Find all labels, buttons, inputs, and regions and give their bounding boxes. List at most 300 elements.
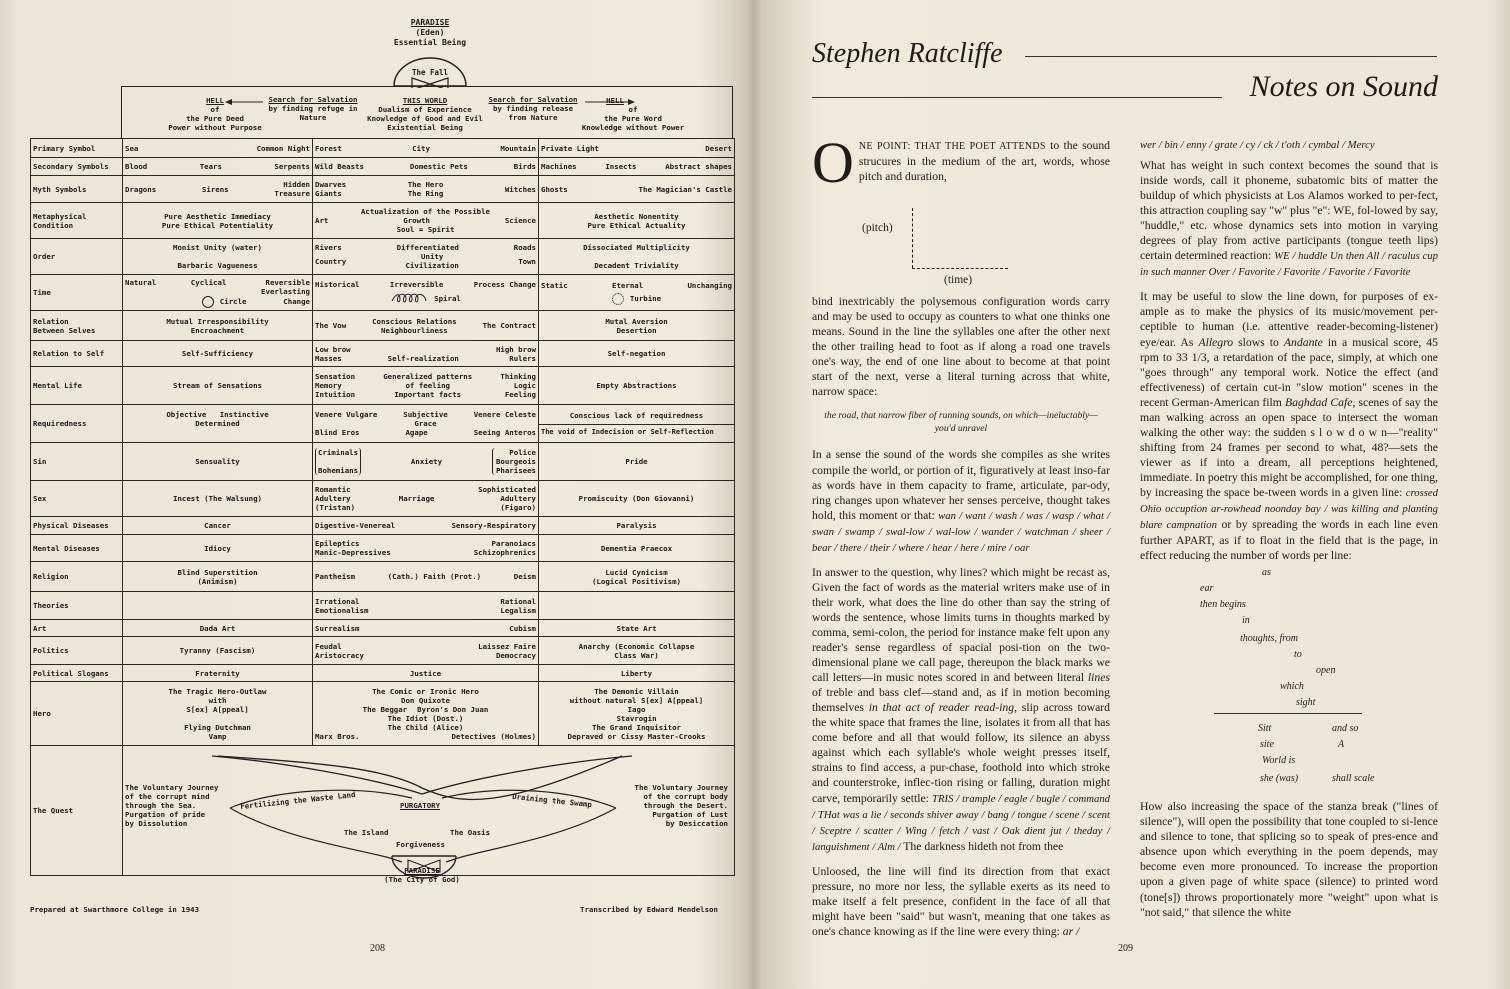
quest-right-line: by Desiccation: [665, 819, 728, 828]
cell: Fraternity: [123, 665, 313, 682]
cell-text: Anxiety: [410, 457, 443, 466]
cell-text: Change: [283, 297, 310, 306]
spiral-icon: [390, 293, 430, 305]
scatter-word: she (was): [1260, 773, 1299, 785]
scatter-word: shall scale: [1332, 773, 1375, 785]
cell-text: Forest: [315, 143, 342, 153]
cell-text: (Cath.) Faith (Prot.): [387, 572, 482, 581]
cell-text: Static: [541, 280, 568, 290]
cell: Empty Abstractions: [539, 367, 735, 405]
paragraph-italic: WE / huddle Un then All / raculus cup in such manner Over / Favorite / Favorite / Favorite / Favorite: [1140, 250, 1438, 279]
cell-text: Venere Celeste: [473, 410, 536, 419]
cell-text: Pure Ethical Actuality: [587, 220, 686, 230]
cell-text: S[ex] A[ppeal]: [186, 704, 249, 714]
cell-text: Legalism: [500, 605, 536, 615]
draining-label: Draining the Swamp: [511, 791, 593, 810]
cell-text: Adultery: [500, 494, 536, 503]
cell-text: Schizophrenics: [473, 548, 536, 557]
search-right-line3: from Nature: [508, 113, 558, 122]
cell-text: Unity: [421, 252, 444, 261]
search-left-line3: Nature: [299, 113, 327, 122]
cell-text: Soul = Spirit: [396, 225, 455, 234]
cell-text: The Idiot (Dost.): [387, 713, 464, 723]
cell-text: Detectives (Holmes): [451, 731, 536, 741]
row-relation-to-self: [31, 341, 735, 367]
cell: [313, 637, 539, 665]
cell-text: Low brow: [315, 344, 351, 354]
cell-text: Town: [518, 256, 536, 266]
row-metaphysical: [31, 203, 735, 239]
row-label: Requiredness: [31, 405, 123, 443]
scatter-word: sight: [1296, 697, 1316, 709]
hell-right-of: of: [628, 105, 638, 114]
cell-text: Feudal: [315, 641, 342, 651]
cell: [539, 275, 735, 311]
scatter-word: ear: [1200, 583, 1214, 595]
time-label: (time): [944, 274, 973, 287]
cell: [313, 443, 539, 481]
quest-left-line: through the Sea.: [125, 801, 197, 810]
author-rule: [1025, 56, 1437, 57]
cell-text: Mutual Irresponsibility: [166, 316, 269, 326]
row-physical-diseases: [31, 517, 735, 535]
cell: [539, 311, 735, 341]
pitch-label: (pitch): [862, 222, 893, 235]
cell-text: Private Light: [541, 143, 599, 153]
cell: [539, 158, 735, 176]
cell: [313, 535, 539, 562]
cell-text: Science: [504, 216, 536, 225]
cell: Liberty: [539, 665, 735, 682]
cell-text: Class War): [614, 650, 659, 660]
cell: Sensuality: [123, 443, 313, 481]
cell-text: Thinking: [500, 372, 536, 381]
column-2: [1140, 138, 1438, 920]
cell-text: Determined: [195, 419, 240, 428]
cell-text: Cyclical: [190, 277, 227, 287]
cell-text: Machines: [541, 162, 577, 171]
cell: [123, 275, 313, 311]
quest-left-line: The Voluntary Journey: [125, 783, 219, 792]
scatter-word: site: [1260, 739, 1274, 751]
cell-text: Birds: [513, 162, 536, 171]
this-world-title: THIS WORLD: [402, 96, 448, 105]
fertilizing-label: Fertilizing the Waste Land: [239, 789, 356, 812]
row-label: Relation to Self: [31, 341, 123, 367]
cell-text: Sensation: [315, 372, 356, 381]
cell: Paralysis: [539, 517, 735, 535]
cell-text: Pantheism: [315, 572, 356, 581]
column-1: [812, 130, 1111, 939]
row-label: Political Slogans: [31, 665, 123, 682]
title-rule: [812, 97, 1222, 98]
cell-text: The Beggar: [362, 704, 408, 714]
cell-text: Treasure: [274, 189, 310, 198]
paragraph-italic: Baghdad Cafe: [1285, 395, 1353, 409]
cell: Justice: [313, 665, 539, 682]
cell-text: Differentiated: [396, 243, 459, 252]
row-label: [31, 311, 123, 341]
cell-text: The Magician's Castle: [638, 184, 732, 194]
cell: [539, 682, 735, 746]
hell-right-word: the Pure Word: [604, 114, 662, 123]
cell-text: Instinctive: [219, 410, 269, 419]
row-mental-life: [31, 367, 735, 405]
this-world-knowledge: Knowledge of Good and Evil: [367, 114, 483, 123]
cell-text: Country: [315, 256, 347, 266]
paragraph: [812, 447, 1110, 555]
cell-text: The Tragic Hero-Outlaw: [168, 686, 267, 696]
cell-text: Mutal Aversion: [605, 316, 668, 326]
forgiveness-label: Forgiveness: [396, 840, 445, 849]
cell-text: Iago: [627, 704, 646, 714]
cell-text: Important facts: [394, 390, 462, 399]
cell: Cancer: [123, 517, 313, 535]
cell-text: Dissociated Multiplicity: [583, 243, 690, 252]
cell-text: (Logical Positivism): [592, 576, 681, 586]
row-label: Art: [31, 620, 123, 637]
cell-text: without natural S[ex] A[ppeal]: [569, 695, 704, 705]
page-number-right: 209: [1118, 943, 1133, 954]
cell: [123, 139, 313, 158]
time-axis: [912, 268, 1008, 269]
cell: [313, 592, 539, 620]
cell: [313, 341, 539, 367]
cell-text: The Demonic Villain: [594, 686, 679, 696]
row-secondary-symbols: [31, 158, 735, 176]
cell: [539, 562, 735, 592]
cell-text: Everlasting: [261, 286, 310, 296]
hell-left-title: HELL: [206, 96, 224, 105]
cell-text: (Animism): [197, 576, 238, 586]
drop-cap: O: [812, 130, 854, 195]
opening-paragraph: [812, 130, 1111, 195]
cell-text: Conscious Relations: [372, 316, 457, 326]
cell-text: Romantic: [315, 485, 351, 494]
row-label: Religion: [31, 562, 123, 592]
cell: [123, 562, 313, 592]
paragraph: bind inextricably the polysemous configuration words carry and may be used to occupy as counters to what one thinks one means. Sound in the line the syllables one after the other next the other trailing head to foot as if along a road one travels one's way, the end of one line about to become at that point start of the next, verse a literal turning across that white, narrow space:: [812, 295, 1110, 399]
quest-left-line: of the corrupt mind: [125, 792, 210, 801]
essential-being-label: Essential Being: [393, 38, 467, 47]
row-label: Order: [31, 239, 123, 275]
cell: [539, 405, 735, 443]
row-relation-between-selves: [31, 311, 735, 341]
cell-text: City: [412, 143, 430, 153]
scatter-word: open: [1316, 665, 1336, 677]
row-label: [31, 203, 123, 239]
circle-icon: [202, 296, 214, 308]
row-requiredness: [31, 405, 735, 443]
author-name: Stephen Ratcliffe: [812, 38, 1003, 69]
paragraph: How also increasing the space of the stanza break ("lines of silence"), will open the possibility that tone coupled to si-lence and silence to tone, that splicing so to speak of pres-ence and absence upon which everything in the poem depends, may become even more pronounced. To increase the proportion upon a given page of white space (silence) to printed word (tone[s]) throws proportionately more "weight" upon what is "not said," that silence the white: [1140, 800, 1438, 919]
quest-right-line: through the Desert.: [643, 801, 728, 810]
cell: [313, 275, 539, 311]
search-left-title: Search for Salvation: [268, 95, 358, 104]
cell-text: Cubism: [509, 623, 536, 633]
scatter-word: to: [1294, 649, 1302, 661]
cell-text: The Comic or Ironic Hero: [372, 686, 479, 696]
cell-text: Criminals: [318, 448, 359, 457]
row-order: [31, 239, 735, 275]
cell-text: Intuition: [315, 390, 356, 399]
page-number-left: 208: [370, 943, 385, 954]
row-label: Mental Diseases: [31, 535, 123, 562]
cell-text: Rational: [500, 596, 536, 606]
quest-left-line: Purgation of pride: [125, 810, 206, 819]
city-of-god-label: (The City of God): [384, 875, 460, 884]
row-hero: [31, 682, 735, 746]
prepared-at-caption: Prepared at Swarthmore College in 1943: [30, 905, 200, 914]
quote-line: you'd unravel: [934, 423, 988, 435]
scatter-word: which: [1280, 681, 1304, 693]
cell-text: Agape: [405, 428, 428, 437]
cell: [123, 405, 313, 443]
purgatory-label: PURGATORY: [400, 801, 441, 810]
cell-text: Grace: [414, 419, 437, 428]
opening-caps: NE POINT: THAT THE POET ATTENDS: [858, 141, 1046, 152]
paragraph-italic: Andante: [1283, 335, 1323, 349]
cell: [539, 203, 735, 239]
cell-text: Memory: [315, 381, 342, 390]
paragraph-italic: crossed Ohio occuption ar-rowhead noonday bay / was killing and planting blare campnation: [1140, 486, 1438, 532]
row-label: Time: [31, 275, 123, 311]
cell-text: Roads: [513, 243, 536, 252]
cell: [313, 562, 539, 592]
paragraph: [812, 565, 1110, 855]
cell-text: Ghosts: [541, 184, 568, 194]
row-time: [31, 275, 735, 311]
scatter-word: in: [1242, 615, 1250, 627]
paragraph-italic: wan / want / wash / was / wasp / what / swan / swamp / swal-low / wal-low / wander / watchman / sheer / bear / there / their / where / hear / here / mire / oar: [812, 509, 1111, 554]
quest-left-text: [125, 783, 218, 828]
cell-text: Pure Ethical Potentiality: [161, 220, 274, 230]
cell-text: Blood: [125, 162, 148, 171]
cell: [123, 176, 313, 203]
row-label: Hero: [31, 682, 123, 746]
pitch-time-diagram: [812, 184, 1110, 287]
cell-text: Mountain: [500, 143, 536, 153]
row-theories: [31, 592, 735, 620]
cell: [313, 158, 539, 176]
cell-text: Paranoiacs: [491, 539, 536, 548]
transcribed-by-caption: Transcribed by Edward Mendelson: [580, 905, 718, 914]
the-fall-label: The Fall: [411, 68, 449, 77]
cell: [539, 592, 735, 620]
cell: Self-Sufficiency: [123, 341, 313, 367]
search-right-title: Search for Salvation: [488, 95, 578, 104]
cell-text: Epileptics: [315, 539, 360, 548]
cell-text: Civilization: [405, 261, 459, 270]
cell: [123, 158, 313, 176]
quest-right-line: of the corrupt body: [643, 792, 728, 801]
cell-text: Marx Bros.: [315, 731, 360, 741]
cell: Stream of Sensations: [123, 367, 313, 405]
row-label: The Quest: [31, 746, 123, 876]
cell-text: Hidden: [283, 180, 310, 189]
paragraph-text: , slip across toward the white space that frames the line, isolates it from all that has come before and all that would follow, its silence an abyss against which each syllable's whole weight presses itself, strains to find access, a pur-chase, foothold into which stroke and counterstroke, inflec-tion rising or falling, duration might carve, temporarily settle:: [812, 701, 1110, 805]
cell-text: Venere Vulgare: [315, 410, 378, 419]
cell-text: Reversible: [265, 277, 310, 287]
cell-text: Desert: [705, 143, 732, 153]
hell-left-power: Power without Purpose: [168, 123, 262, 132]
paragraph-text: in a musical score, 45 rpm to 33 1/3, a retardation of the pace, simply, at which one "goes through" any temporal work. Notice the effect (and effectiveness) of certain cut-in "slow motion" scenes in the recent German-American film: [1140, 335, 1438, 409]
cell-text: Vamp: [208, 731, 227, 741]
cell-text: Seeing Anteros: [473, 428, 536, 437]
cell-text: Giants: [315, 189, 342, 198]
stanza-rule: [1214, 713, 1362, 714]
cell: Dementia Praecox: [539, 535, 735, 562]
cell-text: Turbine: [629, 293, 662, 303]
cell-text: The Contract: [482, 321, 536, 330]
paradise-city-heading: [380, 866, 464, 884]
this-world-dualism: Dualism of Experience: [378, 105, 472, 114]
row-label: Secondary Symbols: [31, 158, 123, 176]
paragraph-italic: wer / bin / enny / grate / cy / ck / t'oth / cymbal / Mercy: [1140, 139, 1375, 151]
cell: [313, 176, 539, 203]
cell: [539, 176, 735, 203]
cell-text: Bohemians: [318, 466, 359, 475]
cell: [313, 517, 539, 535]
cell-text: Natural: [125, 277, 157, 287]
cell-text: Byron's Don Juan: [417, 704, 489, 714]
cell-text: Sophisticated: [478, 485, 536, 494]
cell-text: Tears: [199, 162, 222, 171]
cell: Incest (The Walsung): [123, 481, 313, 517]
scatter-word: A: [1338, 739, 1345, 751]
cell: [539, 139, 735, 158]
paragraph-italic: in that act of reader read-ing: [868, 701, 1015, 715]
cell: [313, 239, 539, 275]
cell-text: Blind Superstition: [177, 567, 258, 577]
cell-text: Adultery: [315, 494, 351, 503]
row-label: Myth Symbols: [31, 176, 123, 203]
cell-text: Barbaric Vagueness: [177, 261, 258, 270]
block-quote: [812, 409, 1110, 435]
pitch-axis: [912, 208, 913, 268]
hell-left-deed: the Pure Deed: [186, 114, 244, 123]
cell-text: Aristocracy: [315, 650, 364, 660]
cell-text: Self-realization: [387, 353, 459, 363]
cell-text: Neighbourliness: [380, 325, 448, 335]
cell-text: The Grand Inquisitor: [592, 722, 681, 732]
cell: Promiscuity (Don Giovanni): [539, 481, 735, 517]
island-label: The Island: [344, 828, 389, 837]
scatter-word: then begins: [1200, 599, 1246, 611]
cell-text: Domestic Pets: [409, 162, 468, 171]
cell: Dada Art: [123, 620, 313, 637]
paragraph-text: In a sense the sound of the words she compiles as she writes compile the world, or portion of it, figuratively at least inso-far as words have in them capacity to frame, articulate, par-ody, ring changes upon whatever her senses perceive, thought takes hold, this moment or that:: [812, 448, 1110, 522]
hell-right-title: HELL: [606, 96, 624, 105]
row-sex: [31, 481, 735, 517]
row-sin: [31, 443, 735, 481]
cell: [539, 239, 735, 275]
cell-text: Pure Aesthetic Immediacy: [164, 211, 271, 221]
cell-text: (Figaro): [500, 503, 536, 512]
cell-text: Dragons: [125, 184, 157, 194]
cell-text: Actualization of the Possible: [360, 207, 491, 216]
cell-text: The Ring: [407, 189, 444, 198]
cell-text: Insects: [605, 162, 637, 171]
paragraph-text: Unloosed, the line will find its direction from that exact pressure, no more nor less, the syllable exerts as its need to make itself a felt presence, confident in the face of all that might have been "said" but wasn't, meaning that one takes as one's chance knowing as if the line were every thing:: [812, 864, 1110, 938]
hell-right-knowledge: Knowledge without Power: [581, 123, 685, 132]
cell: [313, 405, 539, 443]
paragraph-text: In answer to the question, why lines? which might be recast as, Given the fact of words as the material writers make use of in their work, what does the line do other than say the string of words the sentence, whose limits turns in thoughts marked by comma, semi-colon, the period for instance make felt upon any reader's sense regardless of spacial posi-tion on the two-dimensional plane we call page, thereupon the black marks we call letters—in music notes scored in and between literal: [812, 565, 1110, 685]
cell-text: Spiral: [434, 294, 461, 303]
scatter-word: and so: [1332, 723, 1359, 735]
cell-text: Anarchy (Economic Collapse: [578, 641, 695, 651]
cell-text: Conscious lack of requiredness: [569, 411, 704, 420]
paragraph-text: of treble and bass clef—stand and, as if in motion becoming themselves: [812, 686, 1110, 715]
cell-text: Abstract shapes: [665, 162, 732, 171]
cell: [313, 620, 539, 637]
paragraph-text: , scenes of say the man walking across an open space to intersect the woman walking the other way: the sudden s l o w d o w n—"reality" shifting from 24 frames per second to what, 48?—sets the viewer as if into a dream, all perceptions heightened, immediate. In poetry this might be accomplished, for one thing, by increasing the space be-tween words in a given line:: [1140, 395, 1438, 499]
row-label: Primary Symbol: [31, 139, 123, 158]
cell: [313, 139, 539, 158]
cell-text: Aesthetic Nonentity: [594, 211, 679, 221]
cell-text: Don Quixote: [401, 695, 450, 705]
row-label: Mental Life: [31, 367, 123, 405]
paragraph-text: It may be useful to slow the line down, for purposes of ex-ample as to make the physics of its music/movement per-ceptible to human (i.e. attentive reader-becoming-listener) eye/ear. As: [1140, 290, 1438, 349]
label-line: Between Selves: [33, 325, 96, 335]
header-arrows-icon: [225, 98, 635, 106]
quest-right-text: [618, 783, 728, 828]
paragraph: [1140, 289, 1438, 563]
cell: [313, 203, 539, 239]
row-myth-symbols: [31, 176, 735, 203]
cell-text: Lucid Cynicism: [605, 567, 668, 577]
quote-line: the road, that narrow fiber of running sounds, on which—ineluctably—: [824, 410, 1098, 422]
cell-text: Bourgeois: [495, 457, 536, 466]
search-right-line2: by finding release: [492, 104, 574, 113]
row-religion: [31, 562, 735, 592]
cell-text: Historical: [315, 280, 360, 289]
row-art: [31, 620, 735, 637]
opening-text: to the sound strucures in the medium of the art, words, whose pitch and duration,: [858, 139, 1111, 184]
row-label: Theories: [31, 592, 123, 620]
row-label: Sex: [31, 481, 123, 517]
cell-text: Manic-Depressives: [315, 548, 391, 557]
cell-text: Emotionalism: [315, 605, 369, 615]
cell-text: The Hero: [407, 180, 444, 189]
search-left-line2: by finding refuge in: [268, 104, 358, 113]
cell-text: Serpents: [274, 162, 310, 171]
label-line: Metaphysical: [33, 211, 87, 221]
cell: [123, 203, 313, 239]
turbine-icon: [612, 293, 624, 305]
paragraph-italic: TRIS / trample / eagle / bugle / command / THat was a lie / seconds shiver away / bang / tongue / scene / scent / Sceptre / scatter / Wing / fetch / vast / Oak dient jut / theday / languishment / Alm /: [812, 792, 1111, 853]
cell-text: Deism: [513, 572, 536, 581]
quest-right-line: Purgation of Lust: [652, 810, 728, 819]
cell-text: Flying Dutchman: [184, 722, 251, 732]
row-primary-symbol: [31, 139, 735, 158]
cell: State Art: [539, 620, 735, 637]
paragraph-text: What has weight in such context becomes the sound that is inside words, call it phoneme, subatomic bits of matter the buildup of which physicists at Los Alamos worked to per-fect, this attraction coupling say "w" plus "e": WE, fol-lowed by say, "huddle," etc. whose dynamics sets into motion in varying degrees of play from active participants (tongue teeth lips) certain determined reaction:: [1140, 159, 1438, 263]
row-politics: [31, 637, 735, 665]
cell-text: The void of Indecision or Self-Reflection: [541, 428, 714, 436]
paragraph-text: The darkness hideth not from thee: [900, 839, 1064, 853]
label-line: Relation: [33, 316, 69, 326]
cell: [123, 311, 313, 341]
cell-text: Police: [509, 448, 536, 457]
eden-label: (Eden): [415, 28, 445, 37]
cell-text: Surrealism: [315, 623, 360, 633]
cell-text: Dwarves: [315, 180, 347, 189]
row-label: Physical Diseases: [31, 517, 123, 535]
cell-text: Encroachment: [190, 325, 245, 335]
cell-text: Desertion: [616, 325, 657, 335]
cell-text: Logic: [513, 381, 536, 390]
